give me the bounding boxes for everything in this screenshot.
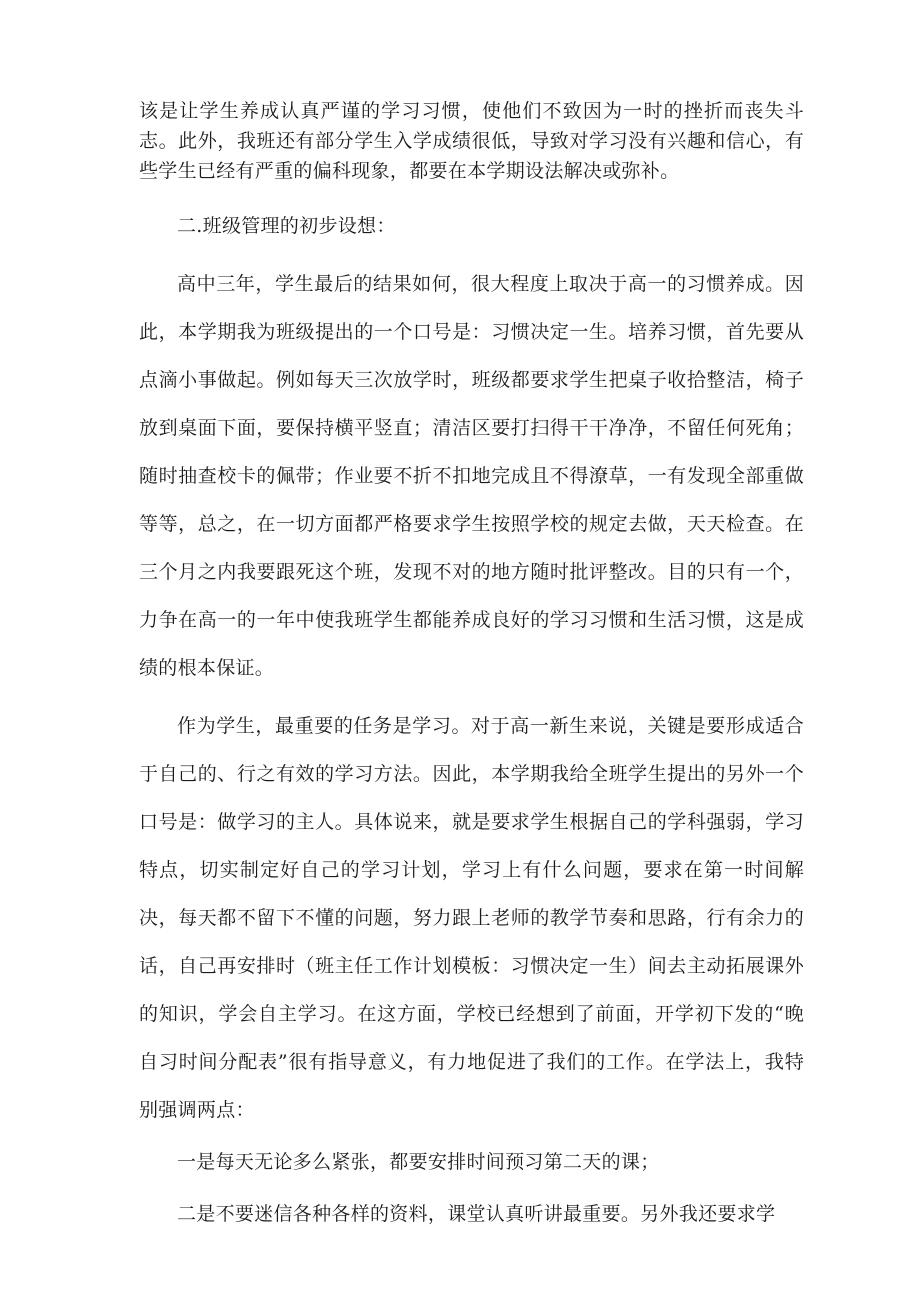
- paragraph-habits: 高中三年，学生最后的结果如何，很大程度上取决于高一的习惯养成。因此，本学期我为班级提出的一个口号是：习惯决定一生。培养习惯，首先要从点滴小事做起。例如每天三次放学时，班级都要求学生把桌子收拾整洁，椅子放到桌面下面，要保持横平竖直；清洁区要打扫得干干净净，不留任何死角；随时抽查校卡的佩带；作业要不折不扣地完成且不得潦草，一有发现全部重做等等，总之，在一切方面都严格要求学生按照学校的规定去做，天天检查。在三个月之内我要跟死这个班，发现不对的地方随时批评整改。目的只有一个，力争在高一的一年中使我班学生都能养成良好的学习习惯和生活习惯，这是成绩的根本保证。: [139, 273, 804, 679]
- document-body: [139, 96, 804, 1238]
- paragraph-point-two: 二是不要迷信各种各样的资料，课堂认真听讲最重要。另外我还要求学: [177, 1203, 776, 1225]
- paragraph-continuation: 该是让学生养成认真严谨的学习习惯，使他们不致因为一时的挫折而丧失斗志。此外，我班还有部分学生入学成绩很低，导致对学习没有兴趣和信心，有些学生已经有严重的偏科现象，都要在本学期设法解决或弥补。: [139, 100, 804, 182]
- paragraph-learning: 作为学生，最重要的任务是学习。对于高一新生来说，关键是要形成适合于自己的、行之有效的学习方法。因此，本学期我给全班学生提出的另外一个口号是：做学习的主人。具体说来，就是要求学生根据自己的学科强弱，学习特点，切实制定好自己的学习计划，学习上有什么问题，要求在第一时间解决，每天都不留下不懂的问题，努力跟上老师的教学节奏和思路，行有余力的话，自己再安排时（班主任工作计划模板：习惯决定一生）间去主动拓展课外的知识，学会自主学习。在这方面，学校已经想到了前面，开学初下发的“晚自习时间分配表”很有指导意义，有力地促进了我们的工作。在学法上，我特别强调两点：: [139, 715, 804, 1121]
- paragraph-point-one: 一是每天无论多么紧张，都要安排时间预习第二天的课；: [177, 1151, 660, 1173]
- section-heading: 二.班级管理的初步设想：: [177, 215, 396, 237]
